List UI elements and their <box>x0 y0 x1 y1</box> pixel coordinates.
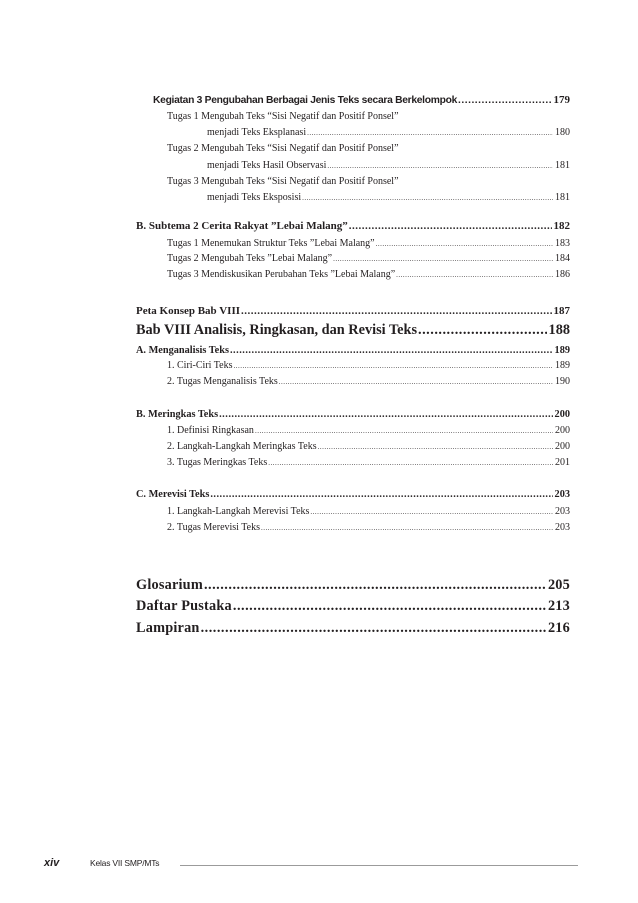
toc-page: 213 <box>547 598 570 614</box>
leader-dots <box>418 322 547 339</box>
toc-label: C. Merevisi Teks <box>136 489 210 500</box>
toc-label: B. Subtema 2 Cerita Rakyat ”Lebai Malang” <box>136 220 348 232</box>
toc-tugas-2[interactable] <box>207 160 570 171</box>
toc-page: 203 <box>555 506 570 517</box>
toc-page: 179 <box>553 94 570 106</box>
leader-dots <box>310 506 553 517</box>
toc-page: 203 <box>555 522 570 533</box>
leader-dots <box>327 160 553 171</box>
toc-label: Glosarium <box>136 577 203 593</box>
leader-dots <box>255 425 553 436</box>
footer-divider <box>180 865 578 866</box>
toc-section-a-item-2[interactable] <box>167 376 570 387</box>
toc-label: menjadi Teks Eksposisi <box>207 192 302 203</box>
leader-dots <box>333 253 553 264</box>
toc-page: 180 <box>555 127 570 138</box>
toc-section-a-item-1[interactable] <box>167 360 570 371</box>
toc-page: 188 <box>548 322 570 338</box>
leader-dots <box>241 305 551 317</box>
toc-label: Tugas 2 Mengubah Teks ”Lebai Malang” <box>167 253 333 264</box>
leader-dots <box>233 598 546 615</box>
leader-dots <box>349 220 552 232</box>
toc-section-b-item-2[interactable] <box>167 441 570 452</box>
toc-page: 186 <box>555 269 570 280</box>
toc-section-b-item-1[interactable] <box>167 425 570 436</box>
leader-dots <box>307 127 553 138</box>
toc-label: Bab VIII Analisis, Ringkasan, dan Revisi Teks <box>136 322 418 338</box>
toc-label: 2. Langkah-Langkah Meringkas Teks <box>167 441 317 452</box>
leader-dots <box>458 95 552 106</box>
toc-tugas-2-line-1: Tugas 2 Mengubah Teks “Sisi Negatif dan Positif Ponsel” <box>167 143 399 154</box>
leader-dots <box>234 360 553 371</box>
toc-label: Tugas 3 Mendiskusikan Perubahan Teks ”Lebai Malang” <box>167 269 396 280</box>
leader-dots <box>210 489 552 500</box>
toc-lampiran[interactable] <box>136 620 570 637</box>
toc-subtema-2-tugas-1[interactable] <box>167 238 570 249</box>
leader-dots <box>302 192 553 203</box>
toc-glosarium[interactable] <box>136 577 570 594</box>
leader-dots <box>279 376 553 387</box>
toc-peta-konsep[interactable] <box>136 305 570 317</box>
toc-label: menjadi Teks Hasil Observasi <box>207 160 327 171</box>
leader-dots <box>268 457 553 468</box>
toc-label: menjadi Teks Eksplanasi <box>207 127 307 138</box>
toc-bab-8[interactable] <box>136 322 570 339</box>
toc-tugas-3[interactable] <box>207 192 570 203</box>
leader-dots <box>396 269 553 280</box>
leader-dots <box>318 441 553 452</box>
toc-subtema-2[interactable] <box>136 220 570 232</box>
footer-page-number: xiv <box>44 857 60 869</box>
toc-page: 200 <box>555 425 570 436</box>
toc-daftar-pustaka[interactable] <box>136 598 570 615</box>
toc-page: 201 <box>555 457 570 468</box>
toc-label: 1. Langkah-Langkah Merevisi Teks <box>167 506 310 517</box>
toc-section-a[interactable] <box>136 345 570 356</box>
toc-page: 184 <box>555 253 570 264</box>
toc-label: 3. Tugas Meringkas Teks <box>167 457 268 468</box>
leader-dots <box>230 345 553 356</box>
toc-label: 2. Tugas Menganalisis Teks <box>167 376 278 387</box>
toc-page: 190 <box>555 376 570 387</box>
toc-section-b[interactable] <box>136 409 570 420</box>
toc-page: 181 <box>555 160 570 171</box>
leader-dots <box>261 522 553 533</box>
toc-tugas-3-line-1: Tugas 3 Mengubah Teks “Sisi Negatif dan Positif Ponsel” <box>167 176 399 187</box>
toc-label: Kegiatan 3 Pengubahan Berbagai Jenis Teks secara Berkelompok <box>153 95 457 106</box>
toc-page: 203 <box>554 489 570 500</box>
toc-section-c-item-1[interactable] <box>167 506 570 517</box>
toc-label: 1. Ciri-Ciri Teks <box>167 360 233 371</box>
toc-label: 2. Tugas Merevisi Teks <box>167 522 261 533</box>
toc-page: 189 <box>555 360 570 371</box>
toc-page: 183 <box>555 238 570 249</box>
toc-section-c[interactable] <box>136 489 570 500</box>
toc-section-b-item-3[interactable] <box>167 457 570 468</box>
toc-page: 200 <box>554 409 570 420</box>
toc-subtema-2-tugas-2[interactable] <box>167 253 570 264</box>
toc-label: B. Meringkas Teks <box>136 409 219 420</box>
toc-tugas-1[interactable] <box>207 127 570 138</box>
toc-subtema-2-tugas-3[interactable] <box>167 269 570 280</box>
toc-section-c-item-2[interactable] <box>167 522 570 533</box>
toc-page: 181 <box>555 192 570 203</box>
leader-dots <box>376 238 553 249</box>
toc-label: Peta Konsep Bab VIII <box>136 305 241 317</box>
toc-page: 200 <box>555 441 570 452</box>
toc-page: 216 <box>547 620 570 636</box>
toc-label: 1. Definisi Ringkasan <box>167 425 254 436</box>
toc-page: 205 <box>547 577 570 593</box>
footer-text: Kelas VII SMP/MTs <box>90 858 160 868</box>
toc-label: Tugas 1 Menemukan Struktur Teks ”Lebai Malang” <box>167 238 375 249</box>
toc-kegiatan-3[interactable] <box>153 94 570 106</box>
toc-page: 182 <box>553 220 570 232</box>
toc-label: A. Menganalisis Teks <box>136 345 229 356</box>
toc-tugas-1-line-1: Tugas 1 Mengubah Teks “Sisi Negatif dan Positif Ponsel” <box>167 111 399 122</box>
leader-dots <box>219 409 552 420</box>
toc-label: Lampiran <box>136 620 200 636</box>
leader-dots <box>201 620 546 637</box>
leader-dots <box>204 577 546 594</box>
toc-page: 187 <box>553 305 570 317</box>
toc-page: 189 <box>554 345 570 356</box>
toc-label: Daftar Pustaka <box>136 598 232 614</box>
